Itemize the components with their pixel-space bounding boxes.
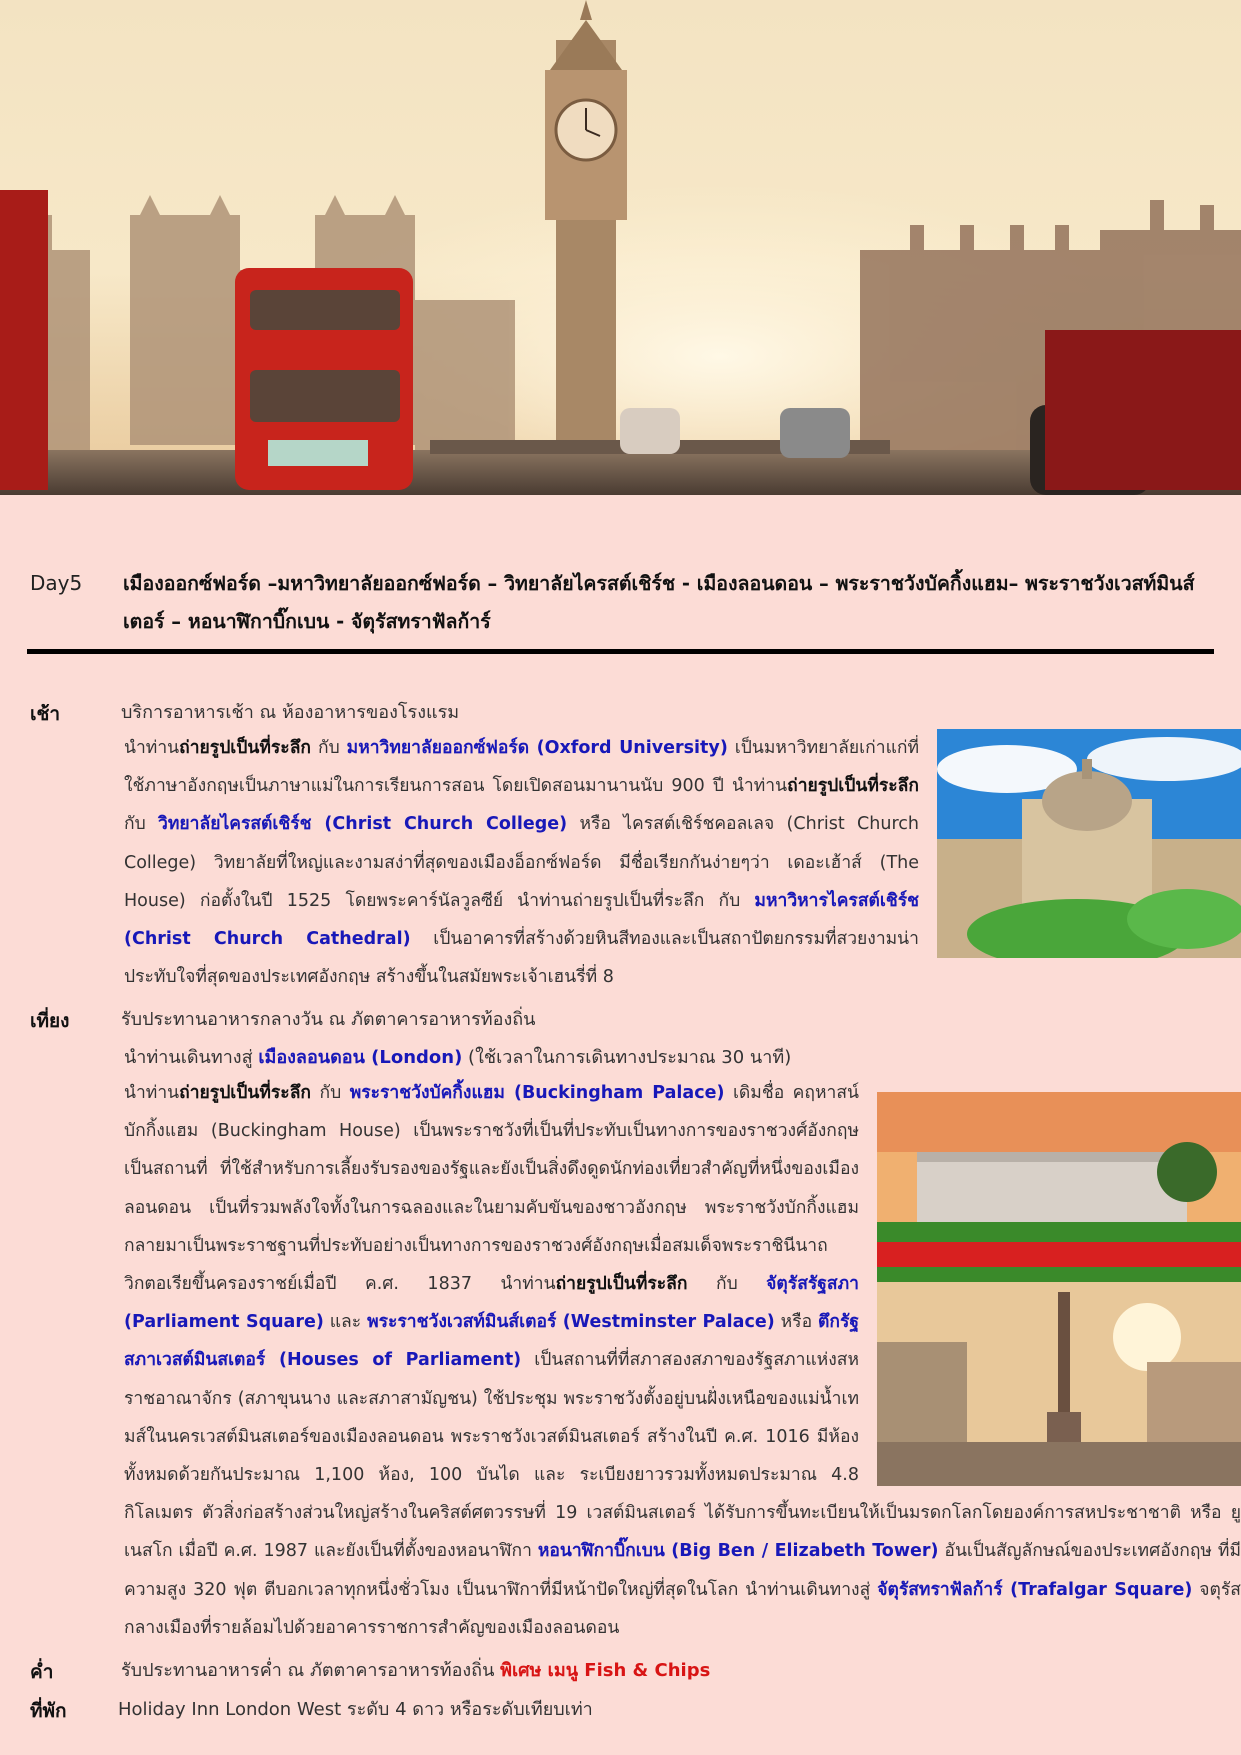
text-run: จตุรัสกลางเมืองที่รายล้อมไปด้วยอาคารราชการสำคัญของเมืองลอนดอน [124, 1579, 1241, 1638]
place-christ-church-college: วิทยาลัยไครสต์เชิร์ช (Christ Church College) [158, 814, 568, 835]
header-divider [27, 649, 1214, 654]
text-run: กับ [124, 814, 159, 835]
text-bold: ถ่ายรูปเป็นที่ระลึก [179, 738, 312, 758]
text-bold: ถ่ายรูปเป็นที่ระลึก [787, 776, 919, 797]
day-label: Day5 [30, 571, 83, 595]
day-title: เมืองออกซ์ฟอร์ด –มหาวิทยาลัยออกซ์ฟอร์ด – วิทยาลัยไครสต์เชิร์ช - เมืองลอนดอน – พระราชวังบัคกิ้งแฮม– พระราชวังเวสท์มินส์เตอร์ – หอนาฬิกาบิ๊กเบน - จัตุรัสทราฟัลก้าร์ [123, 572, 1195, 633]
text-run: อันเป็นสัญลักษณ์ของประเทศอังกฤษ ที่มีความสูง 320 ฟุต ตีบอกเวลาทุกหนึ่งชั่วโมง เป็นนาฬิกาที่มีหน้าปัดใหญ่ที่สุดในโลก นำท่านเดินทางสู่ [124, 1541, 1241, 1600]
lunch-text: รับประทานอาหารกลางวัน ณ ภัตตาคารอาหารท้องถิ่น [121, 1009, 536, 1030]
text-run: เป็นสถานที่ที่สภาสองสภาของรัฐสภาแห่งสหราชอาณาจักร (สภาขุนนาง และสภาสามัญชน) ใช้ประชุม พระราชวังตั้งอยู่บนฝั่งเหนือของแม่น้ำเทมส์ในนครเวสต์มินสเตอร์ของเมืองลอนดอน พระราชวังเวสต์มินสเตอร์ สร้างในปี ค.ศ. 1016 มีห้องทั้งหมดด้วยกันประมาณ 1,100 ห้อง, 100 บันได และ ระเบียงยาวรวมทั้งหมดประมาณ 4.8 กิโลเมตร ตัวสิ่งก่อสร้างส่วนใหญ่สร้างในคริสต์ศตวรรษที่ 19 เวสต์มินสเตอร์ ได้รับการขึ้นทะเบียนให้เป็นมรดกโลกโดยองค์การสหประชาชาติ หรือ ยูเนสโก เมื่อปี ค.ศ. 1987 และยังเป็นที่ตั้งของหอนาฬิกา [124, 1350, 1241, 1562]
text-run: และ [323, 1312, 368, 1333]
dinner-label: ค่ำ [30, 1661, 54, 1683]
place-parliament-square: จัตุรัสรัฐสภา (Parliament Square) [124, 1274, 859, 1333]
place-christ-church-cathedral: มหาวิหารไครสต์เชิร์ช (Christ Church Cathedral) [124, 890, 919, 950]
dinner-text [121, 1660, 710, 1682]
place-trafalgar-square: จัตุรัสทราฟัลก้าร์ (Trafalgar Square) [877, 1579, 1193, 1600]
text-run: หรือ ไครสต์เชิร์ชคอลเลจ (Christ Church College) วิทยาลัยที่ใหญ่และงามสง่าที่สุดของเมืองอ็อกซ์ฟอร์ด มีชื่อเรียกกันง่ายๆว่า เดอะเฮ้าส์ (The House) ก่อตั้งในปี 1525 โดยพระคาร์นัลวูลซีย์ นำท่านถ่ายรูปเป็นที่ระลึก กับ [124, 814, 919, 911]
text-run: หรือ [774, 1312, 818, 1333]
breakfast-label: เช้า [30, 703, 61, 725]
oxford-photo [937, 729, 1241, 958]
text-run: เป็นอาคารที่สร้างด้วยหินสีทองและเป็นสถาปัตยกรรมที่สวยงามน่าประทับใจที่สุดของประเทศอังกฤษ สร้างขึ้นในสมัยพระเจ้าเฮนรี่ที่ 8 [124, 929, 919, 988]
place-westminster-palace: พระราชวังเวสท์มินส์เตอร์ (Westminster Palace) [367, 1312, 775, 1333]
travel-london [124, 1047, 791, 1069]
text-run: เป็นมหาวิทยาลัยเก่าแก่ที่ใช้ภาษาอังกฤษเป็นภาษาแม่ในการเรียนการสอน โดยเปิดสอนมานานนับ 900 ปี นำท่าน [124, 738, 919, 797]
oxford-paragraph [124, 729, 1241, 996]
hero-photo-london [0, 0, 1241, 495]
text-run: เดิมชื่อ คฤหาสน์บักกิ้งแฮม (Buckingham House) เป็นพระราชวังที่เป็นที่ประทับเป็นทางการของราชวงศ์อังกฤษ เป็นสถานที่ ที่ใช้สำหรับการเลี้ยงรับรองของรัฐและยังเป็นสิ่งดึงดูดนักท่องเที่ยวสำคัญที่หนึ่งของเมืองลอนดอน เป็นที่รวมพลังใจทั้งในการฉลองและในยามคับขันของชาวอังกฤษ พระราชวังบักกิ้งแฮมกลายมาเป็นพระราชฐานที่ประทับอย่างเป็นทางการของราชวงศ์อังกฤษเมื่อสมเด็จพระราชินีนาถวิกตอเรียขึ้นครองราชย์เมื่อปี ค.ศ. 1837 นำท่าน [124, 1083, 859, 1295]
text-run: นำท่านเดินทางสู่ [124, 1047, 259, 1068]
breakfast-text: บริการอาหารเช้า ณ ห้องอาหารของโรงแรม [121, 702, 460, 723]
buckingham-trafalgar-photo [877, 1092, 1241, 1486]
hotel-text: Holiday Inn London West ระดับ 4 ดาว หรือระดับเทียบเท่า [118, 1699, 593, 1720]
lunch-label: เที่ยง [30, 1010, 70, 1032]
place-london: เมืองลอนดอน (London) [258, 1047, 463, 1068]
place-oxford-university: มหาวิทยาลัยออกซ์ฟอร์ด (Oxford University) [346, 738, 728, 758]
place-houses-of-parliament: ตึกรัฐสภาเวสต์มินสเตอร์ (Houses of Parliament) [124, 1312, 859, 1371]
text-run: (ใช้เวลาในการเดินทางประมาณ 30 นาที) [462, 1047, 792, 1068]
place-buckingham-palace: พระราชวังบัคกิ้งแฮม (Buckingham Palace) [349, 1083, 725, 1103]
text-run: กับ [311, 1083, 350, 1103]
text-bold: ถ่ายรูปเป็นที่ระลึก [555, 1274, 688, 1295]
text-run: กับ [687, 1274, 767, 1295]
text-run: นำท่าน [124, 1083, 180, 1103]
text-run: กับ [311, 738, 347, 758]
special-menu: พิเศษ เมนู Fish & Chips [500, 1660, 711, 1681]
london-paragraph [124, 1074, 1241, 1647]
text-bold: ถ่ายรูปเป็นที่ระลึก [179, 1083, 312, 1103]
text-run: รับประทานอาหารค่ำ ณ ภัตตาคารอาหารท้องถิ่น [121, 1660, 501, 1681]
text-run: นำท่าน [124, 738, 180, 758]
place-big-ben: หอนาฬิกาบิ๊กเบน (Big Ben / Elizabeth Tower) [537, 1541, 939, 1562]
hotel-label: ที่พัก [30, 1700, 67, 1722]
